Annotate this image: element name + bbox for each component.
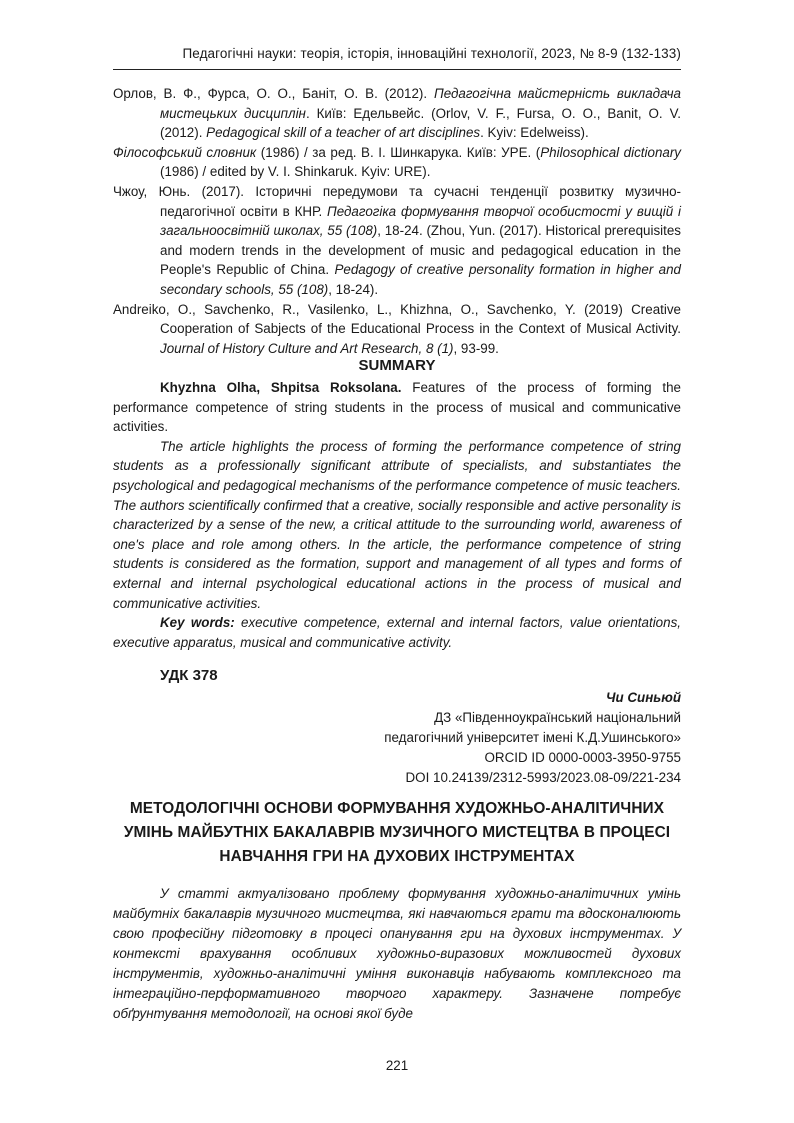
ref-authors: Andreiko, O., Savchenko, R., Vasilenko, L., Khizhna, O., Savchenko, Y. (2019) Creative Cooperation of Sabjects of the Educational Process in the Context of Musical Activity.	[113, 301, 681, 337]
udk-code: УДК 378	[160, 667, 218, 684]
reference-item	[113, 143, 681, 182]
ref-rest-en: (1986) / edited by V. I. Shinkaruk. Kyiv: URE).	[160, 164, 431, 180]
running-head: Педагогічні науки: теорія, історія, інноваційні технології, 2023, № 8-9 (132-133)	[182, 46, 681, 61]
ref-title: Філософський словник	[113, 144, 257, 160]
article-title-line-3: НАВЧАННЯ ГРИ НА ДУХОВИХ ІНСТРУМЕНТАХ	[219, 848, 575, 865]
author-name: Чи Синьюй	[605, 690, 681, 705]
summary-authors: Khyzhna Olha, Shpitsa Roksolana.	[160, 380, 402, 395]
ref-title-en: Pedagogical skill of a teacher of art disciplines	[206, 125, 481, 141]
ref-title: Педагогічна майстерність викладача мистецьких дисциплін	[160, 86, 681, 121]
page-number: 221	[385, 1058, 409, 1073]
ref-publisher: . Київ: Едельвейс. (Orlov, V. F., Fursa, O. O., Banit, O. V. (2012).	[160, 105, 681, 141]
ref-pages: , 18-24. (Zhou, Yun. (2017). Historical prerequisites and modern trends in the development of music and pedagogical education in the People's Republic of China.	[160, 223, 681, 278]
keywords-label: Key words:	[160, 615, 235, 631]
affiliation-line-1: ДЗ «Південноукраїнський національний	[434, 710, 681, 725]
affiliation-line-2: педагогічний університет імені К.Д.Ушинського»	[384, 730, 681, 745]
ref-pages-en: , 18-24).	[328, 281, 379, 297]
ref-journal-en: Pedagogy of creative personality formation in higher and secondary schools, 55 (108)	[160, 262, 682, 297]
doi: DOI 10.24139/2312-5993/2023.08-09/221-234	[405, 770, 681, 785]
summary-keywords	[113, 613, 681, 652]
reference-item	[113, 300, 681, 359]
reference-list	[113, 84, 681, 358]
orcid-id: ORCID ID 0000-0003-3950-9755	[484, 750, 681, 765]
article-title	[113, 797, 681, 869]
summary-title-text: Features of the process of forming the performance competence of string students in the process of musical and communicative activities.	[113, 380, 681, 435]
keywords-text: executive competence, external and internal factors, value orientations, executive apparatus, musical and communicative activity.	[113, 615, 681, 650]
reference-item	[113, 84, 681, 143]
article-abstract	[113, 884, 681, 1024]
ref-journal: Journal of History Culture and Art Research, 8 (1)	[160, 340, 454, 356]
reference-item	[113, 182, 681, 300]
header-rule	[113, 69, 681, 70]
summary-heading: SUMMARY	[358, 357, 436, 374]
ref-pages: , 93-99.	[453, 340, 499, 356]
ref-title-en: Philosophical dictionary	[540, 144, 681, 160]
author-block	[300, 688, 681, 788]
ref-publisher-en: . Kyiv: Edelweiss).	[480, 125, 589, 141]
article-abstract-text: У статті актуалізовано проблему формування художньо-аналітичних умінь майбутніх бакалаврів музичного мистецтва, які навчаються грати та вдосконалюють свою професійну підготовку в процесі опанування гри на духових інструментах. У контексті врахування особливих художньо-виразових можливостей духових інструментів, художньо-аналітичні уміння виконавців набувають комплексного та інтеграційно-перформативного творчого характеру. Зазначене потребує обґрунтування методології, на основі якої буде	[113, 886, 681, 1021]
summary-section	[113, 378, 681, 652]
summary-abstract: The article highlights the process of forming the performance competence of string students as a professionally significant attribute of specialists, and substantiates the psychological and pedagogical mechanisms of the performance competence of music teachers. The authors scientifically confirmed that a creative, socially responsible and active personality is characterized by a sense of the new, a critical attitude to the surrounding world, awareness of one's place and role among others. In the article, the performance competence of string students is considered as the formation, support and management of all types and forms of external and internal psychological educational actions in the process of musical and communicative activities.	[113, 438, 681, 611]
ref-rest: (1986) / за ред. В. І. Шинкарука. Київ: УРЕ. (	[260, 144, 541, 160]
ref-authors: Орлов, В. Ф., Фурса, О. О., Баніт, О. В. (2012).	[113, 86, 428, 101]
ref-authors: Чжоу, Юнь. (2017). Історичні передумови та сучасні тенденції розвитку музично-педагогічної освіти в КНР.	[113, 183, 681, 219]
summary-intro	[113, 378, 681, 437]
ref-journal: Педагогіка формування творчої особистості у вищій і загальноосвітній школах, 55 (108)	[160, 203, 681, 239]
article-title-line-2: УМІНЬ МАЙБУТНІХ БАКАЛАВРІВ МУЗИЧНОГО МИСТЕЦТВА В ПРОЦЕСІ	[123, 824, 671, 841]
article-title-line-1: МЕТОДОЛОГІЧНІ ОСНОВИ ФОРМУВАННЯ ХУДОЖНЬО-АНАЛІТИЧНИХ	[129, 800, 665, 817]
